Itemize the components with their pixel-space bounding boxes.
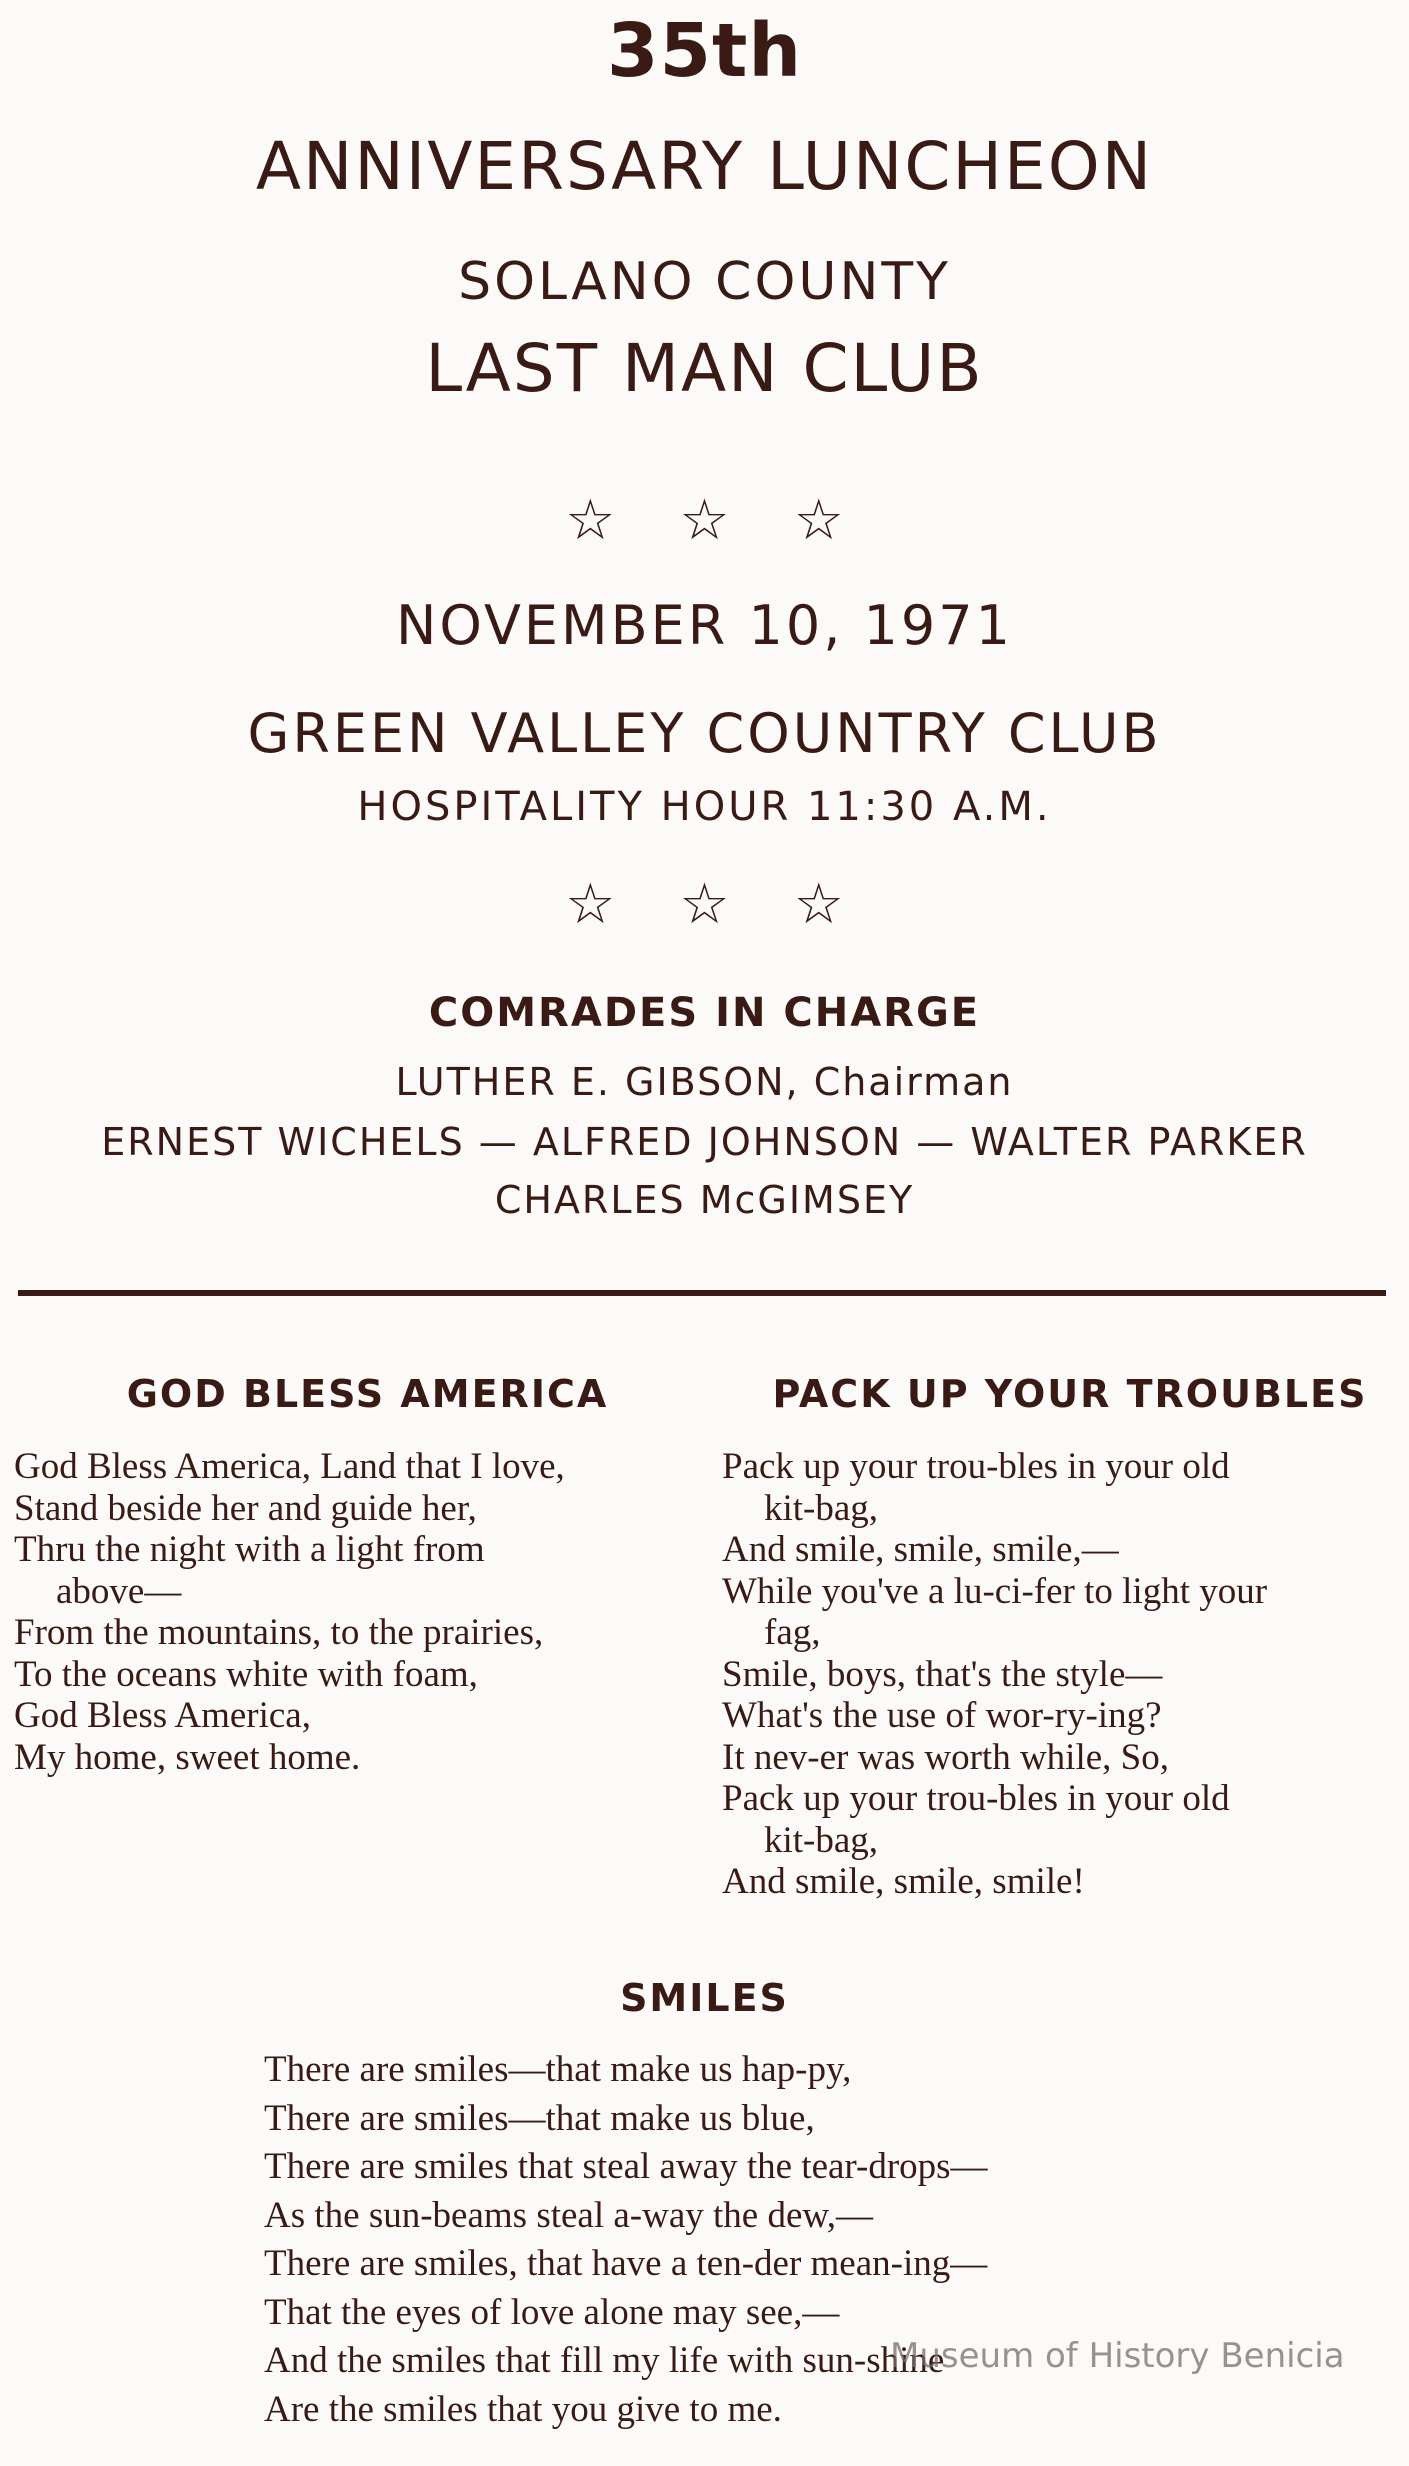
committee-chairman: LUTHER E. GIBSON, Chairman bbox=[395, 1060, 1014, 1104]
committee-heading: COMRADES IN CHARGE bbox=[428, 990, 981, 1036]
lyric-line: Pack up your trou-bles in your old bbox=[722, 1446, 1230, 1487]
watermark: Museum of History Benicia bbox=[890, 2336, 1345, 2376]
lyric-line: Stand beside her and guide her, bbox=[14, 1487, 477, 1529]
hospitality-hour: HOSPITALITY HOUR 11:30 A.M. bbox=[357, 784, 1052, 830]
lyric-line: above— bbox=[56, 1570, 182, 1612]
lyric-line: Thru the night with a light from bbox=[14, 1529, 485, 1570]
lyric-line: And smile, smile, smile,— bbox=[722, 1529, 1119, 1570]
anniversary-number: 35th bbox=[606, 8, 803, 94]
lyric-line: kit-bag, bbox=[764, 1819, 879, 1861]
lyric-line: kit-bag, bbox=[764, 1487, 879, 1529]
lyric-line: What's the use of wor-ry-ing? bbox=[722, 1695, 1162, 1736]
club-name: LAST MAN CLUB bbox=[425, 330, 984, 407]
lyric-line: God Bless America, Land that I love, bbox=[14, 1446, 565, 1487]
event-title: ANNIVERSARY LUNCHEON bbox=[255, 128, 1154, 205]
lyric-line: Pack up your trou-bles in your old bbox=[722, 1778, 1230, 1819]
lyric-line: God Bless America, bbox=[14, 1695, 311, 1736]
lyric-line: And smile, smile, smile! bbox=[722, 1861, 1085, 1902]
lyric-line: It nev-er was worth while, So, bbox=[722, 1736, 1169, 1778]
lyric-line: My home, sweet home. bbox=[14, 1736, 361, 1778]
song-title-god-bless-america: GOD BLESS AMERICA bbox=[126, 1372, 609, 1416]
lyric-line: Smile, boys, that's the style— bbox=[722, 1653, 1163, 1695]
committee-member-last: CHARLES McGIMSEY bbox=[494, 1178, 915, 1222]
event-date: NOVEMBER 10, 1971 bbox=[396, 594, 1013, 657]
lyric-line: There are smiles—that make us blue, bbox=[264, 2097, 815, 2139]
committee-members: ERNEST WICHELS — ALFRED JOHNSON — WALTER PARKER bbox=[101, 1120, 1308, 1164]
star-divider-bottom: ☆☆☆ bbox=[565, 872, 908, 937]
lyric-line: As the sun-beams steal a-way the dew,— bbox=[264, 2194, 873, 2236]
lyric-line: There are smiles—that make us hap-py, bbox=[264, 2049, 852, 2090]
song-lyrics-smiles bbox=[264, 2046, 988, 2434]
song-title-pack-up-your-troubles: PACK UP YOUR TROUBLES bbox=[772, 1372, 1368, 1416]
venue-name: GREEN VALLEY COUNTRY CLUB bbox=[247, 702, 1162, 765]
lyric-line: And the smiles that fill my life with sun-shine bbox=[264, 2340, 945, 2381]
county-name: SOLANO COUNTY bbox=[458, 252, 951, 312]
lyric-line: fag, bbox=[764, 1612, 821, 1653]
lyric-line: While you've a lu-ci-fer to light your bbox=[722, 1570, 1268, 1612]
star-divider-top: ☆☆☆ bbox=[565, 488, 908, 553]
section-divider bbox=[18, 1290, 1386, 1296]
lyric-line: There are smiles that steal away the tear-drops— bbox=[264, 2146, 988, 2187]
song-lyrics-pack-up-your-troubles bbox=[722, 1446, 1267, 1903]
lyric-line: There are smiles, that have a ten-der mean-ing— bbox=[264, 2243, 988, 2284]
lyric-line: That the eyes of love alone may see,— bbox=[264, 2291, 840, 2333]
lyric-line: Are the smiles that you give to me. bbox=[264, 2388, 782, 2430]
lyric-line: To the oceans white with foam, bbox=[14, 1653, 478, 1695]
lyric-line: From the mountains, to the prairies, bbox=[14, 1612, 544, 1653]
song-title-smiles: SMILES bbox=[620, 1976, 789, 2020]
song-lyrics-god-bless-america bbox=[14, 1446, 565, 1778]
